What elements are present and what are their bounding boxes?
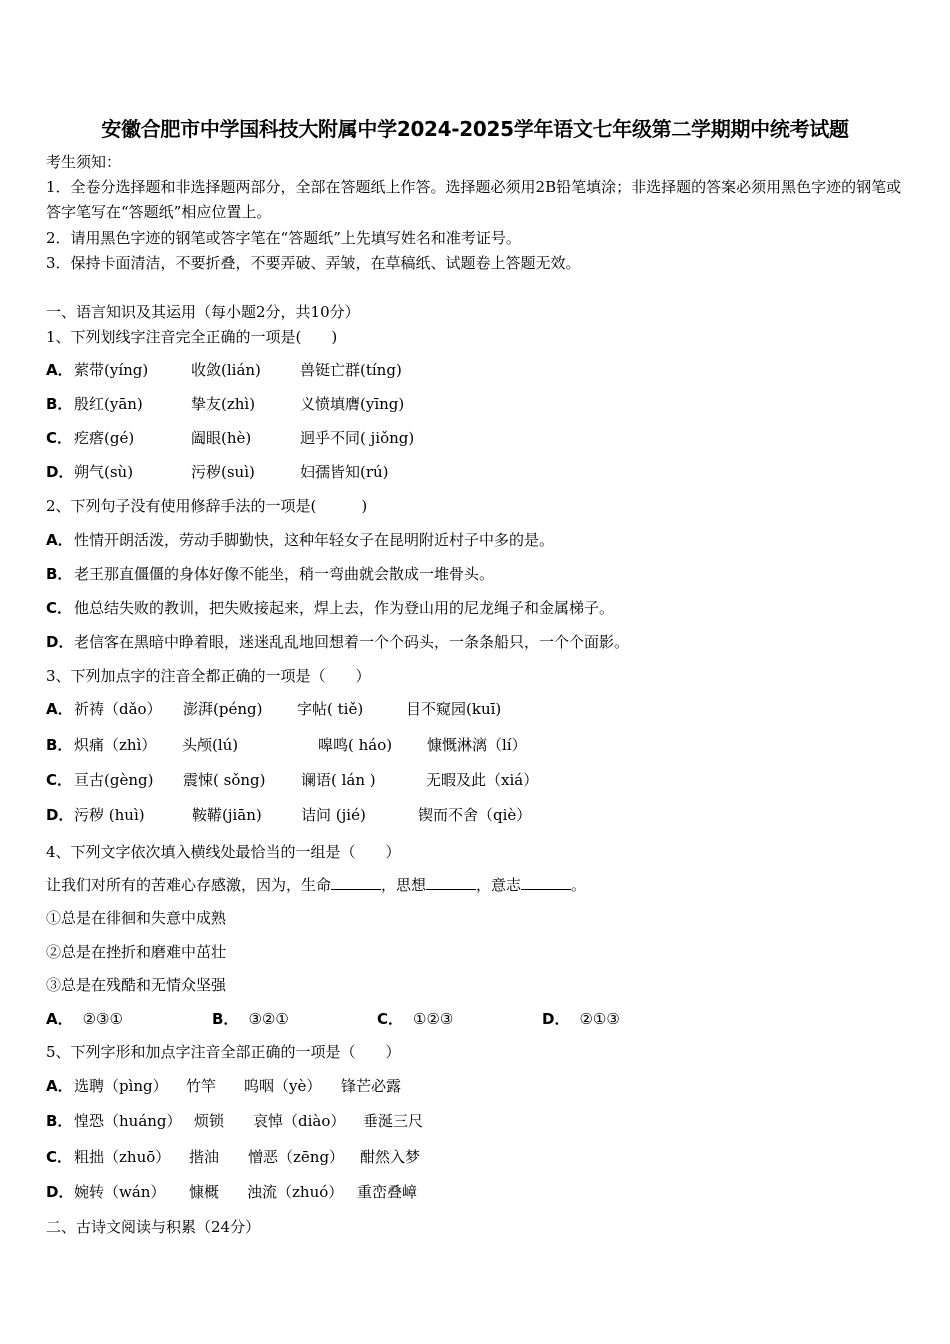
sentence-part: ，思想	[381, 876, 427, 894]
fill-blank-3	[521, 875, 571, 890]
option-cell: 浊流（zhuó）	[247, 1183, 344, 1201]
q4-sentence	[46, 875, 586, 895]
option-text: 性情开朗活泼，劳动手脚勤快，这种年轻女子在昆明附近村子中多的是。	[74, 531, 555, 549]
option-cell: 憎恶（zēng）	[248, 1148, 345, 1166]
option-label: B．	[46, 1112, 73, 1130]
sentence-part: 。	[571, 876, 587, 894]
q5-option-b	[46, 1111, 423, 1131]
option-cell: 妇孺皆知(rú)	[300, 463, 389, 481]
notice-item-3: 3．保持卡面清洁，不要折叠，不要弄破、弄皱，在草稿纸、试题卷上答题无效。	[46, 254, 581, 272]
fill-blank-2	[426, 875, 476, 890]
q5-option-a	[46, 1076, 401, 1096]
option-cell: 哀悼（diào）	[253, 1112, 346, 1130]
q1-stem: 1、下列划线字注音完全正确的一项是( )	[46, 328, 338, 346]
option-cell: 谰语( lán )	[301, 771, 376, 789]
option-cell: 锲而不舍（qiè）	[418, 806, 532, 824]
option-label: C．	[46, 599, 73, 617]
option-label: A．	[46, 700, 73, 718]
q4-item-2: ②总是在挫折和磨难中茁壮	[46, 943, 227, 961]
section-1-heading: 一、语言知识及其运用（每小题2分，共10分）	[46, 303, 360, 321]
option-text: 老王那直僵僵的身体好像不能坐，稍一弯曲就会散成一堆骨头。	[74, 565, 495, 583]
option-cell: 揩油	[189, 1148, 220, 1166]
q3-option-d	[46, 805, 531, 825]
option-cell: 嗥鸣( háo)	[318, 736, 393, 754]
option-label: A．	[46, 1010, 73, 1028]
fill-blank-1	[331, 875, 381, 890]
option-cell: 呜咽（yè）	[244, 1077, 322, 1095]
option-cell: 挚友(zhì)	[191, 395, 256, 413]
option-cell: 祈祷（dǎo）	[74, 700, 162, 718]
q1-option-a	[46, 360, 402, 380]
option-cell: 诘问 (jié)	[301, 806, 366, 824]
option-label: C．	[46, 771, 73, 789]
option-label: B．	[46, 736, 73, 754]
option-text: ②①③	[579, 1010, 620, 1028]
option-cell: 收敛(lián)	[191, 361, 261, 379]
option-label: C．	[46, 1148, 73, 1166]
q4-choice-d	[542, 1009, 620, 1029]
section-2-heading: 二、古诗文阅读与积累（24分）	[46, 1218, 261, 1236]
option-label: C．	[46, 429, 73, 447]
option-label: C．	[377, 1010, 404, 1028]
q3-option-a	[46, 699, 501, 719]
q3-stem: 3、下列加点字的注音全都正确的一项是（ ）	[46, 667, 371, 685]
sentence-part: 让我们对所有的苦难心存感激，因为，生命	[46, 876, 332, 894]
option-label: D．	[46, 463, 74, 481]
option-cell: 字帖( tiě)	[297, 700, 364, 718]
option-cell: 目不窥园(kuī)	[406, 700, 502, 718]
q2-option-b	[46, 564, 494, 584]
option-label: A．	[46, 1077, 73, 1095]
q4-item-1: ①总是在徘徊和失意中成熟	[46, 909, 227, 927]
q5-stem: 5、下列字形和加点字注音全部正确的一项是（ ）	[46, 1043, 401, 1061]
option-cell: 震悚( sǒng)	[183, 771, 266, 789]
q3-option-b	[46, 735, 527, 755]
option-cell: 殷红(yān)	[74, 395, 143, 413]
option-label: A．	[46, 361, 73, 379]
option-cell: 炽痛（zhì）	[74, 736, 157, 754]
option-cell: 鞍鞯(jiān)	[192, 806, 262, 824]
notice-item-2: 2．请用黑色字迹的钢笔或答字笔在“答题纸”上先填写姓名和准考证号。	[46, 229, 521, 247]
option-cell: 亘古(gèng)	[74, 771, 154, 789]
q2-option-c	[46, 598, 614, 618]
option-label: B．	[46, 565, 73, 583]
option-text: ③②①	[248, 1010, 289, 1028]
option-cell: 烦锁	[194, 1112, 225, 1130]
q5-option-c	[46, 1147, 420, 1167]
q4-choice-b	[212, 1009, 289, 1029]
option-cell: 惶恐（huáng）	[74, 1112, 182, 1130]
exam-title: 安徽合肥市中学国科技大附属中学2024-2025学年语文七年级第二学期期中统考试题	[101, 117, 849, 141]
option-label: B．	[212, 1010, 239, 1028]
q2-option-a	[46, 530, 554, 550]
q2-stem: 2、下列句子没有使用修辞手法的一项是( )	[46, 497, 368, 515]
q4-choice-a	[46, 1009, 123, 1029]
option-cell: 酣然入梦	[360, 1148, 421, 1166]
q4-stem: 4、下列文字依次填入横线处最恰当的一组是（ ）	[46, 843, 401, 861]
q2-option-d	[46, 632, 629, 652]
option-cell: 慷概	[189, 1183, 220, 1201]
option-cell: 无暇及此（xiá）	[426, 771, 539, 789]
q3-option-c	[46, 770, 538, 790]
option-text: 他总结失败的教训，把失败接起来，焊上去，作为登山用的尼龙绳子和金属梯子。	[74, 599, 615, 617]
option-cell: 迥乎不同( jiǒng)	[300, 429, 415, 447]
option-cell: 婉转（wán）	[74, 1183, 166, 1201]
option-cell: 选聘（pìng）	[74, 1077, 168, 1095]
q5-option-d	[46, 1182, 417, 1202]
notice-item-1: 1．全卷分选择题和非选择题两部分，全部在答题纸上作答。选择题必须用2B铅笔填涂；非选择题的答案必须用黑色字迹的钢笔或答字笔写在“答题纸”相应位置上。	[46, 178, 902, 221]
q1-option-b	[46, 394, 404, 414]
option-cell: 污秽(suì)	[191, 463, 255, 481]
option-label: D．	[46, 1183, 74, 1201]
option-label: D．	[46, 806, 74, 824]
option-cell: 垂涎三尺	[363, 1112, 424, 1130]
notice-heading: 考生须知：	[46, 153, 122, 171]
option-text: ②③①	[82, 1010, 123, 1028]
q4-item-3: ③总是在残酷和无情众坚强	[46, 976, 227, 994]
q1-option-c	[46, 428, 414, 448]
option-cell: 疙瘩(gé)	[74, 429, 135, 447]
option-cell: 阖眼(hè)	[191, 429, 252, 447]
option-cell: 朔气(sù)	[74, 463, 134, 481]
option-label: A．	[46, 531, 73, 549]
sentence-part: ，意志	[476, 876, 522, 894]
option-cell: 粗拙（zhuō）	[74, 1148, 171, 1166]
option-cell: 重峦叠嶂	[357, 1183, 418, 1201]
option-cell: 污秽 (huì)	[74, 806, 145, 824]
option-label: D．	[46, 633, 74, 651]
option-cell: 锋芒必露	[341, 1077, 402, 1095]
option-label: B．	[46, 395, 73, 413]
option-label: D．	[542, 1010, 570, 1028]
option-cell: 兽铤亡群(tíng)	[300, 361, 402, 379]
option-cell: 头颅(lú)	[182, 736, 239, 754]
option-cell: 澎湃(péng)	[183, 700, 263, 718]
option-text: 老信客在黑暗中睁着眼，迷迷乱乱地回想着一个个码头，一条条船只，一个个面影。	[74, 633, 630, 651]
option-cell: 慷慨淋漓（lí）	[427, 736, 527, 754]
option-text: ①②③	[413, 1010, 454, 1028]
option-cell: 义愤填膺(yīng)	[300, 395, 405, 413]
option-cell: 萦带(yíng)	[74, 361, 149, 379]
option-cell: 竹竿	[186, 1077, 217, 1095]
q4-choice-c	[377, 1009, 453, 1029]
q1-option-d	[46, 462, 389, 482]
